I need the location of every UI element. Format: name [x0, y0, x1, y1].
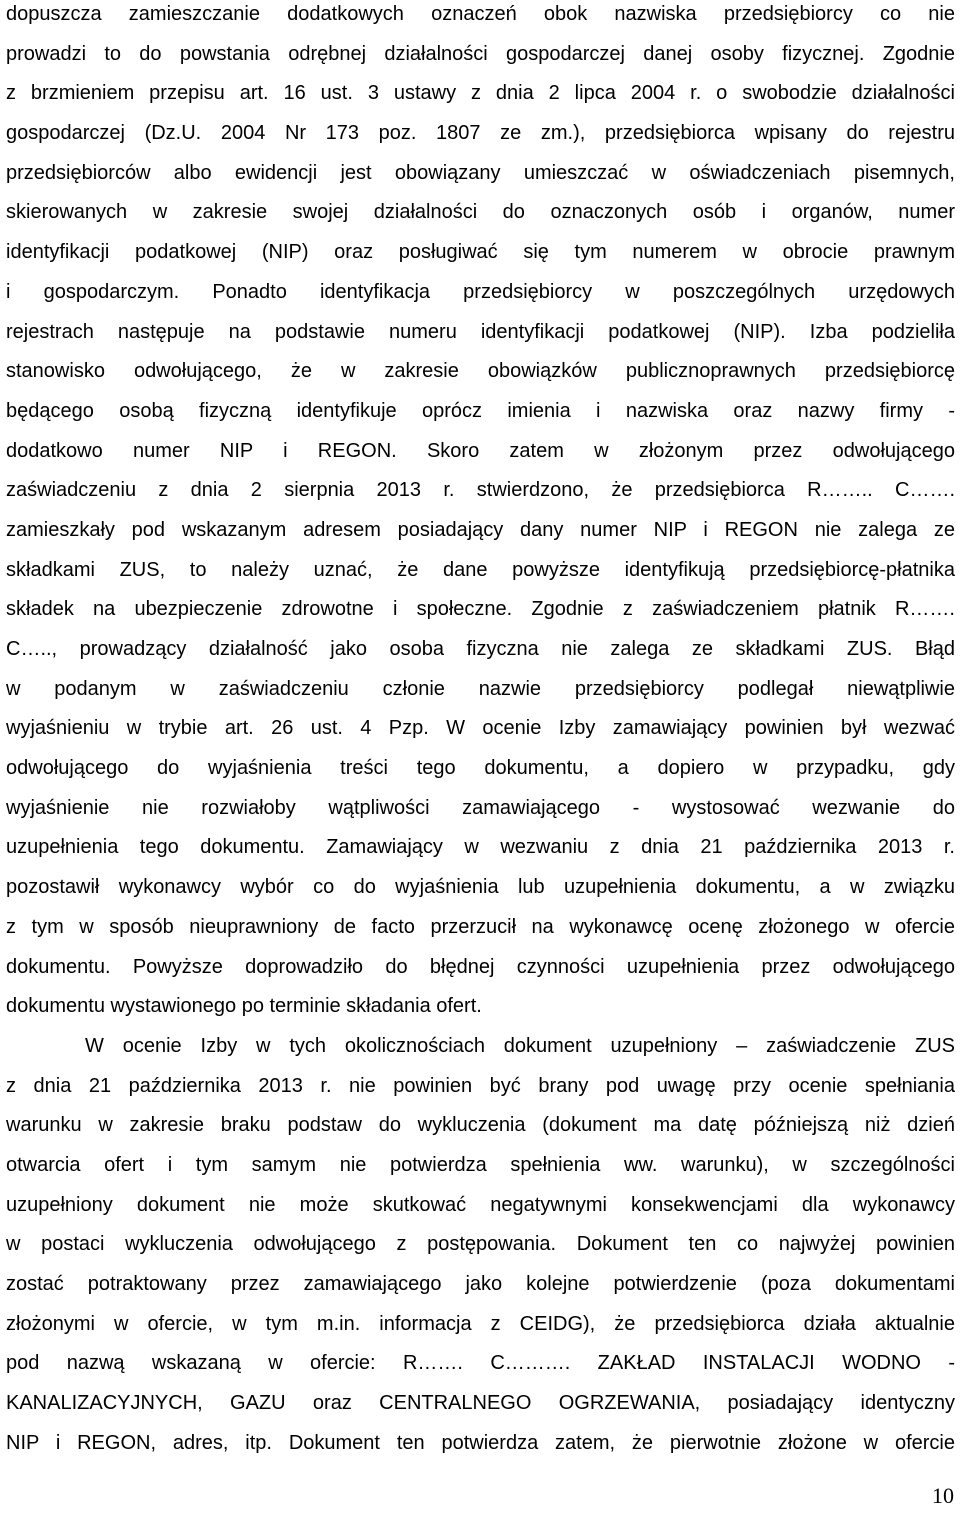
text-line: z dnia 21 października 2013 r. nie powinien być brany pod uwagę przy ocenie spełniania — [6, 1074, 955, 1097]
text-line: z tym w sposób nieuprawniony de facto przerzucił na wykonawcę ocenę złożonego w ofercie — [6, 915, 955, 938]
text-line: uzupełnienia tego dokumentu. Zamawiający w wezwaniu z dnia 21 października 2013 r. — [6, 836, 955, 859]
text-line: dokumentu wystawionego po terminie składania ofert. — [6, 995, 482, 1018]
text-line: wyjaśnienie nie rozwiałoby wątpliwości zamawiającego - wystosować wezwanie do — [6, 796, 955, 819]
text-line: składkami ZUS, to należy uznać, że dane powyższe identyfikują przedsiębiorcę-płatnika — [6, 558, 955, 581]
text-line: i gospodarczym. Ponadto identyfikacja przedsiębiorcy w poszczególnych urzędowych — [6, 280, 955, 303]
text-line: zostać potraktowany przez zamawiającego jako kolejne potwierdzenie (poza dokumentami — [6, 1273, 955, 1295]
text-line: prowadzi to do powstania odrębnej działalności gospodarczej danej osoby fizycznej. Zgodnie — [6, 42, 955, 65]
text-line: NIP i REGON, adres, itp. Dokument ten potwierdza zatem, że pierwotnie złożone w ofercie — [6, 1431, 955, 1454]
text-line: gospodarczej (Dz.U. 2004 Nr 173 poz. 1807 ze zm.), przedsiębiorca wpisany do rejestru — [6, 122, 955, 145]
text-line: C….., prowadzący działalność jako osoba fizyczna nie zalega ze składkami ZUS. Błąd — [6, 638, 955, 660]
text-line: pod nazwą wskazaną w ofercie: R……. C………. ZAKŁAD INSTALACJI WODNO - — [6, 1352, 955, 1375]
text-line: zaświadczeniu z dnia 2 sierpnia 2013 r. stwierdzono, że przedsiębiorca R…….. C……. — [6, 479, 955, 502]
text-line: przedsiębiorców albo ewidencji jest obowiązany umieszczać w oświadczeniach pisemnych, — [6, 161, 955, 184]
body-text — [6, 0, 955, 1463]
text-line: w podanym w zaświadczeniu członie nazwie przedsiębiorcy podlegał niewątpliwie — [6, 677, 955, 700]
text-line: dokumentu. Powyższe doprowadziło do błędnej czynności uzupełnienia przez odwołującego — [6, 955, 955, 978]
text-line: będącego osobą fizyczną identyfikuje oprócz imienia i nazwiska oraz nazwy firmy - — [6, 399, 955, 422]
text-line: warunku w zakresie braku podstaw do wykluczenia (dokument ma datę późniejszą niż dzień — [6, 1114, 955, 1137]
text-line: otwarcia ofert i tym samym nie potwierdza spełnienia ww. warunku), w szczególności — [6, 1153, 955, 1176]
text-line: KANALIZACYJNYCH, GAZU oraz CENTRALNEGO OGRZEWANIA, posiadający identyczny — [6, 1392, 955, 1415]
text-line: uzupełniony dokument nie może skutkować negatywnymi konsekwencjami dla wykonawcy — [6, 1193, 955, 1216]
text-line: wyjaśnieniu w trybie art. 26 ust. 4 Pzp. W ocenie Izby zamawiający powinien był wezwać — [6, 717, 955, 740]
text-line: złożonymi w ofercie, w tym m.in. informacja z CEIDG), że przedsiębiorca działa aktualnie — [6, 1312, 955, 1335]
text-line: zamieszkały pod wskazanym adresem posiadający dany numer NIP i REGON nie zalega ze — [6, 518, 955, 541]
text-line: rejestrach następuje na podstawie numeru identyfikacji podatkowej (NIP). Izba podzieliła — [6, 320, 955, 343]
text-line: pozostawił wykonawcy wybór co do wyjaśnienia lub uzupełnienia dokumentu, a w związku — [6, 876, 955, 899]
text-line: dodatkowo numer NIP i REGON. Skoro zatem w złożonym przez odwołującego — [6, 439, 955, 462]
text-line: stanowisko odwołującego, że w zakresie obowiązków publicznoprawnych przedsiębiorcę — [6, 360, 955, 383]
paragraph — [6, 0, 955, 1027]
text-line: składek na ubezpieczenie zdrowotne i społeczne. Zgodnie z zaświadczeniem płatnik R……. — [6, 598, 955, 621]
text-line: odwołującego do wyjaśnienia treści tego dokumentu, a dopiero w przypadku, gdy — [6, 757, 955, 780]
text-line: dopuszcza zamieszczanie dodatkowych oznaczeń obok nazwiska przedsiębiorcy co nie — [6, 3, 955, 25]
text-line: z brzmieniem przepisu art. 16 ust. 3 ustawy z dnia 2 lipca 2004 r. o swobodzie działalności — [6, 82, 955, 105]
text-line: skierowanych w zakresie swojej działalności do oznaczonych osób i organów, numer — [6, 201, 955, 224]
paragraph — [6, 1027, 955, 1464]
page-number: 10 — [932, 1483, 954, 1508]
text-line: w postaci wykluczenia odwołującego z postępowania. Dokument ten co najwyżej powinien — [6, 1233, 955, 1256]
text-line: W ocenie Izby w tych okolicznościach dokument uzupełniony – zaświadczenie ZUS — [85, 1034, 955, 1057]
text-line: identyfikacji podatkowej (NIP) oraz posługiwać się tym numerem w obrocie prawnym — [6, 241, 955, 264]
